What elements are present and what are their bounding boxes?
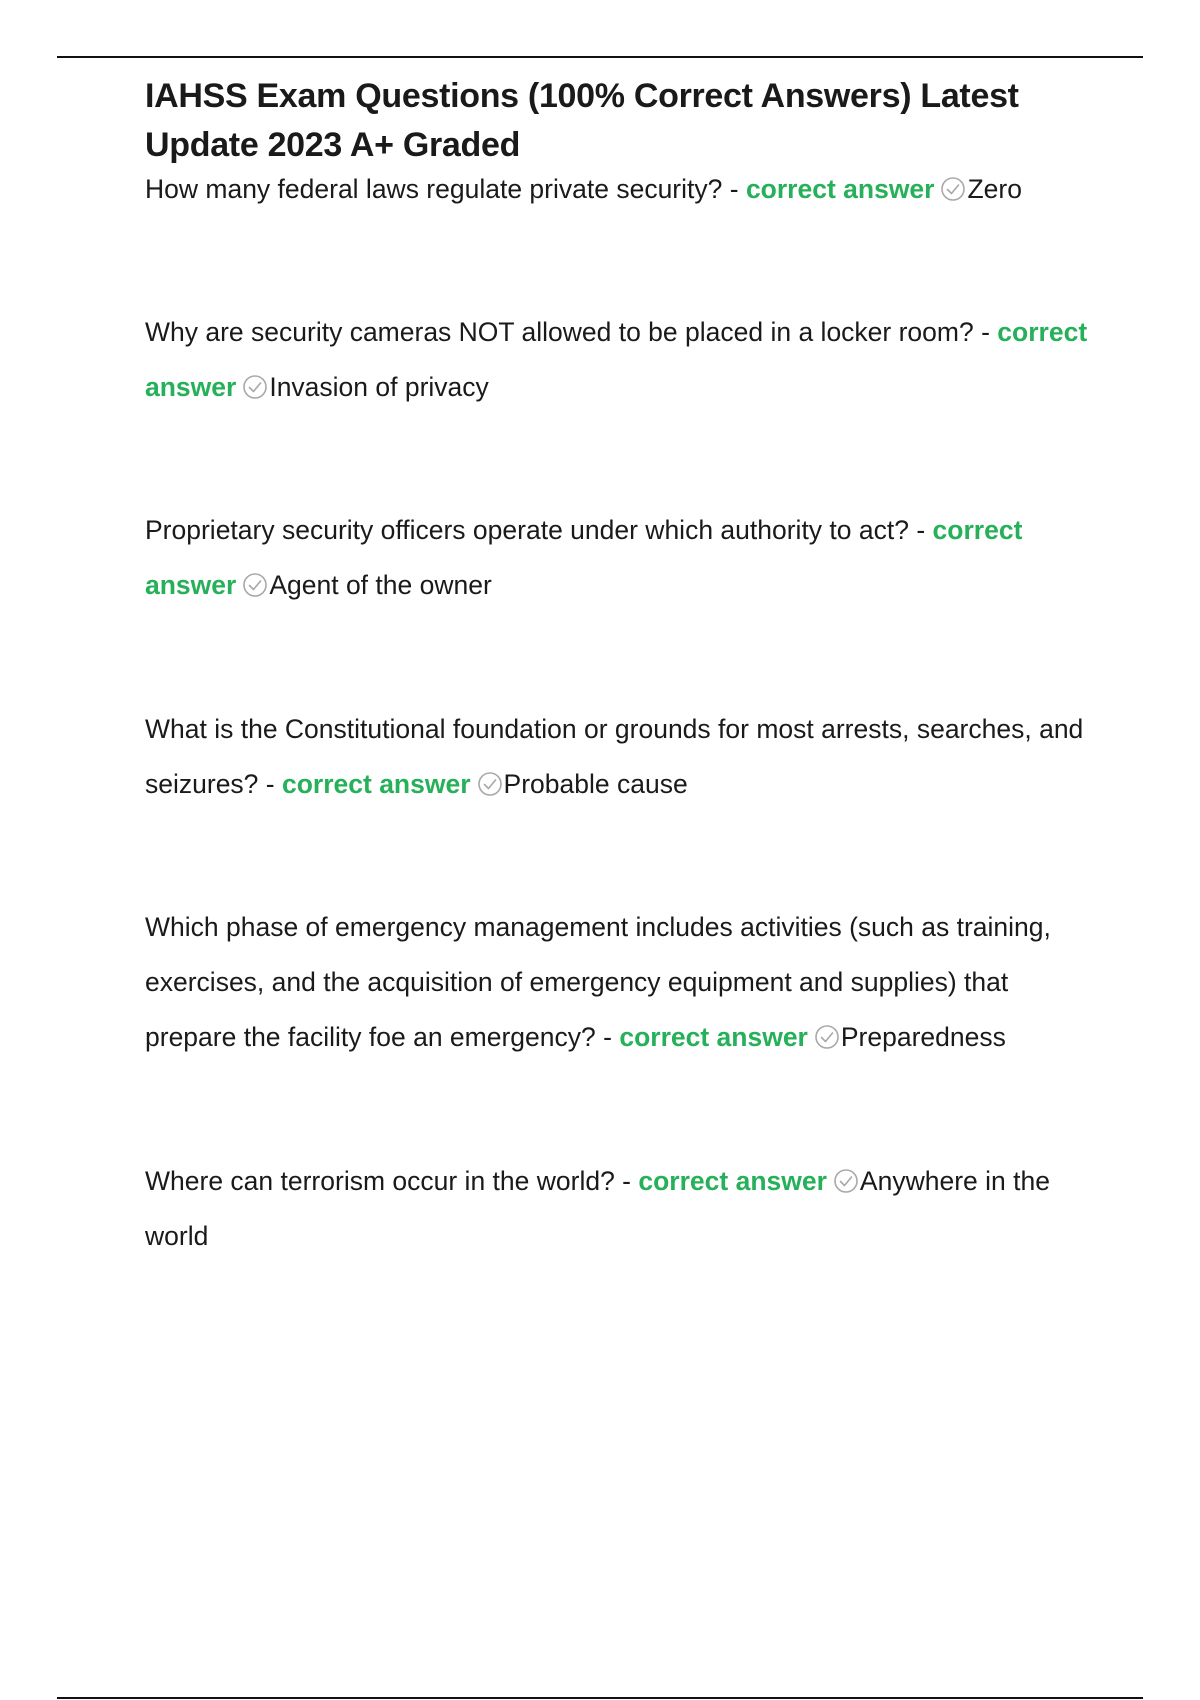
check-circle-icon xyxy=(940,176,966,202)
answer-text: Zero xyxy=(967,174,1022,204)
question-text: Where can terrorism occur in the world? - xyxy=(145,1166,631,1196)
question-text: Why are security cameras NOT allowed to be placed in a locker room? - xyxy=(145,317,990,347)
correct-answer-label: correct answer xyxy=(145,317,1088,402)
correct-answer-label: correct answer xyxy=(745,174,935,204)
document-title xyxy=(145,72,1095,170)
check-circle-icon xyxy=(833,1168,859,1194)
answer-text: Preparedness xyxy=(840,1022,1006,1052)
document-body xyxy=(145,72,1095,1251)
check-circle-icon xyxy=(242,374,268,400)
correct-answer-label: correct answer xyxy=(638,1166,827,1196)
qa-item-6 xyxy=(145,1154,1095,1264)
question-text: Which phase of emergency management includes activities (such as training, exercises, and the acquisition of emergency equipment and supplies) that prepare the facility foe an emergency? - xyxy=(145,912,1051,1052)
check-circle-icon xyxy=(242,572,268,598)
question-text: Proprietary security officers operate under which authority to act? - xyxy=(145,515,926,545)
qa-item-2 xyxy=(145,305,1095,415)
answer-text: Invasion of privacy xyxy=(269,372,489,402)
question-text: What is the Constitutional foundation or grounds for most arrests, searches, and seizures? - xyxy=(145,714,1084,799)
top-rule xyxy=(57,56,1143,58)
correct-answer-label: correct answer xyxy=(281,769,471,799)
bottom-rule xyxy=(57,1697,1143,1699)
answer-text: Agent of the owner xyxy=(269,570,492,600)
qa-item-1 xyxy=(145,162,1095,217)
title-line-1: IAHSS Exam Questions (100% Correct Answers) Latest xyxy=(145,77,1019,115)
title-line-2: Update 2023 A+ Graded xyxy=(145,126,521,164)
qa-item-5 xyxy=(145,900,1095,1065)
correct-answer-label: correct answer xyxy=(619,1022,808,1052)
answer-text: Probable cause xyxy=(503,769,688,799)
correct-answer-label: correct answer xyxy=(145,515,1023,600)
question-text: How many federal laws regulate private security? - xyxy=(145,174,739,204)
answer-text: Anywhere in the world xyxy=(145,1166,1050,1251)
check-circle-icon xyxy=(814,1024,840,1050)
qa-item-4 xyxy=(145,702,1095,812)
check-circle-icon xyxy=(477,771,503,797)
qa-item-3 xyxy=(145,503,1095,613)
